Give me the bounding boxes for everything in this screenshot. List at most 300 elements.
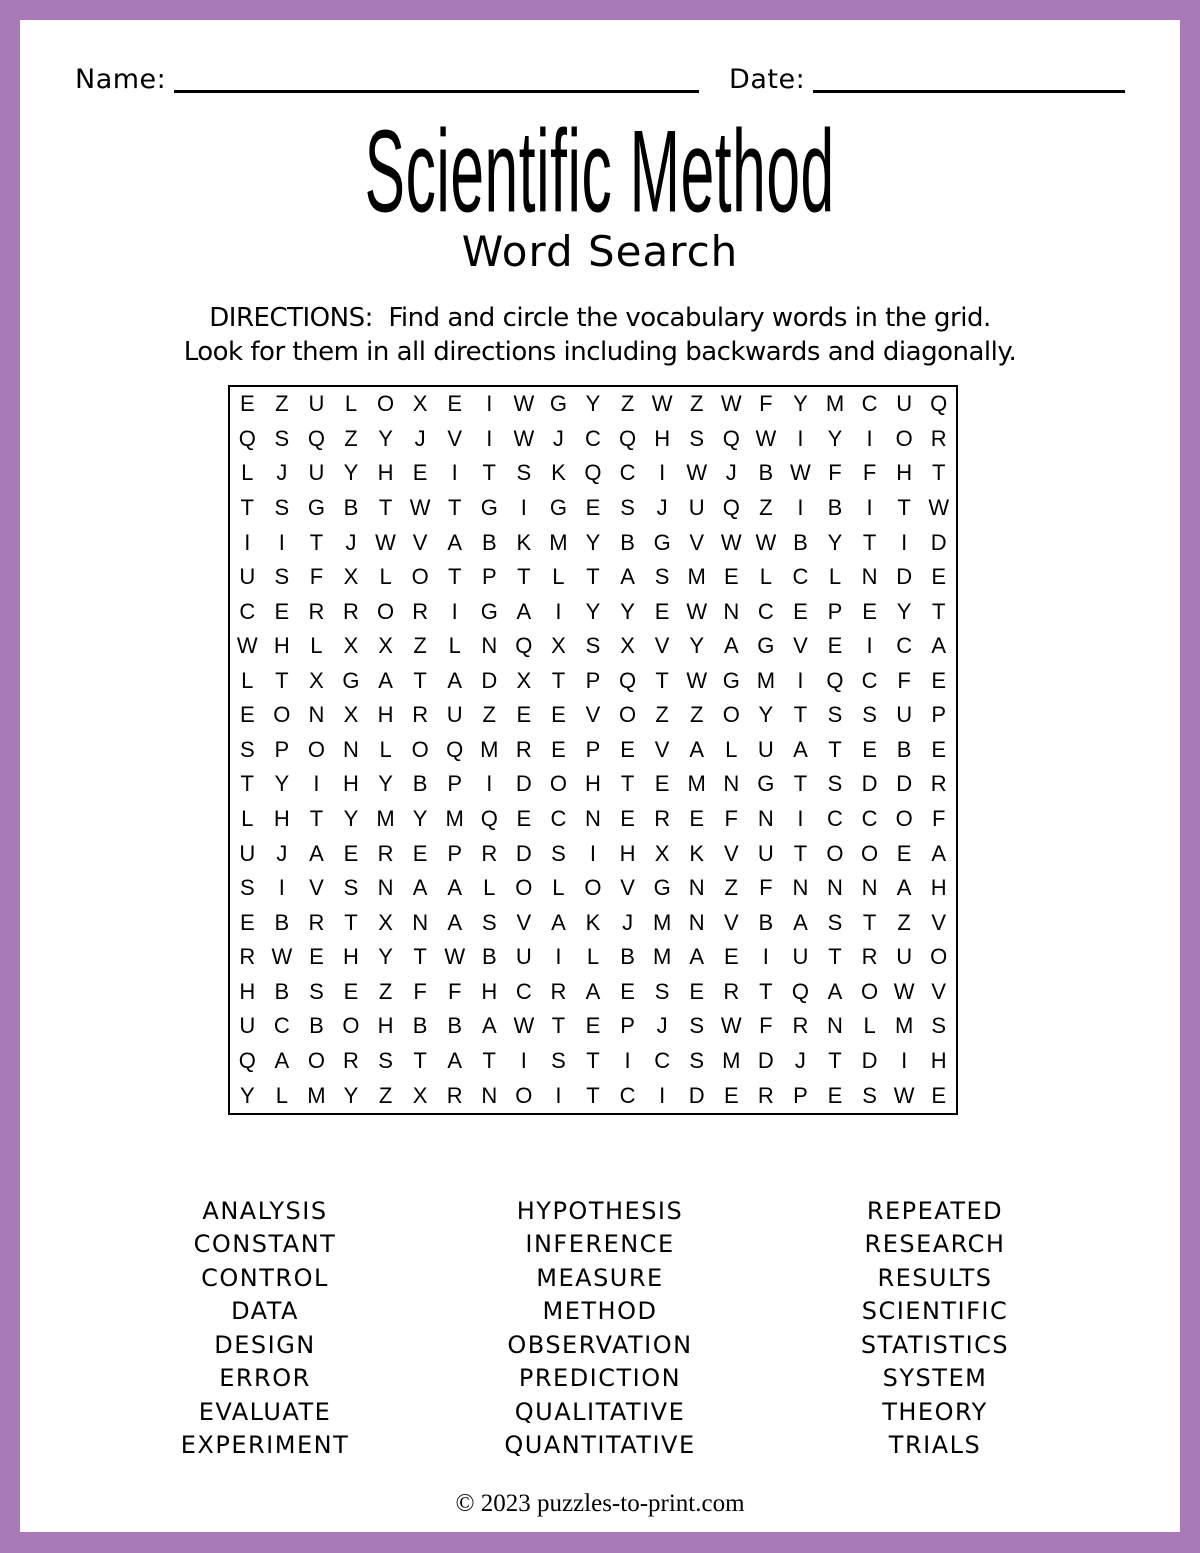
grid-cell: B (827, 494, 843, 520)
grid-cell: T (413, 944, 427, 970)
header (75, 64, 1125, 95)
grid-cell: C (619, 460, 636, 486)
grid-cell: H (654, 425, 671, 451)
grid-cell: W (755, 425, 777, 451)
grid-cell: E (827, 1082, 843, 1108)
word-item: DESIGN (214, 1330, 316, 1359)
grid-cell: W (513, 425, 535, 451)
grid-cell: E (412, 460, 428, 486)
grid-cell: R (723, 978, 740, 1004)
grid-cell: S (481, 909, 497, 935)
grid-cell: N (861, 564, 878, 590)
grid-cell: W (444, 944, 466, 970)
grid-cell: R (343, 598, 359, 624)
grid-cell: E (862, 736, 877, 762)
grid-cell: Y (378, 944, 393, 970)
date-label: Date: (729, 64, 806, 95)
grid-row (230, 1078, 956, 1113)
word-item: ERROR (219, 1364, 311, 1393)
grid-cell: Q (826, 667, 844, 693)
grid-cell: L (586, 944, 600, 970)
grid-cell: I (555, 944, 562, 970)
grid-cell: S (239, 875, 255, 901)
grid-cell: Q (722, 494, 740, 520)
grid-cell: E (343, 978, 359, 1004)
grid-cell: Q (238, 1047, 256, 1073)
grid-cell: T (931, 598, 946, 624)
grid-cell: O (307, 736, 325, 762)
grid-cell: K (551, 460, 566, 486)
grid-cell: A (931, 633, 947, 659)
grid-cell: I (451, 598, 458, 624)
grid-cell: X (378, 909, 393, 935)
grid-cell: K (516, 529, 532, 555)
grid-cell: E (516, 702, 532, 728)
grid-cell: E (447, 391, 463, 417)
grid-cell: W (928, 494, 950, 520)
word-item: EVALUATE (198, 1397, 332, 1426)
grid-cell: S (862, 702, 877, 728)
grid-cell: E (274, 598, 290, 624)
grid-cell: Y (827, 529, 843, 555)
grid-cell: I (244, 529, 251, 555)
grid-cell: X (551, 633, 566, 659)
grid-cell: C (861, 391, 878, 417)
grid-cell: A (585, 978, 601, 1004)
grid-cell: P (585, 736, 601, 762)
grid-cell: O (515, 875, 533, 901)
grid-cell: P (827, 598, 843, 624)
word-item: TRIALS (888, 1431, 982, 1460)
grid-cell: U (896, 944, 913, 970)
grid-cell: E (654, 598, 670, 624)
grid-cell: P (447, 840, 463, 866)
grid-row (230, 767, 956, 802)
grid-cell: L (725, 736, 738, 762)
grid-cell: M (480, 736, 499, 762)
grid-cell: H (239, 978, 256, 1004)
grid-row (230, 560, 956, 595)
grid-cell: M (652, 944, 672, 970)
grid-cell: B (447, 1013, 463, 1039)
grid-cell: W (720, 391, 742, 417)
grid-cell: I (797, 806, 804, 832)
grid-cell: W (651, 391, 673, 417)
grid-cell: Y (343, 806, 359, 832)
grid-cell: A (274, 1047, 290, 1073)
grid-cell: T (413, 1047, 427, 1073)
grid-cell: P (931, 702, 947, 728)
grid-cell: N (377, 875, 394, 901)
word-item: INFERENCE (525, 1230, 675, 1259)
grid-cell: W (720, 529, 742, 555)
grid-cell: X (343, 564, 359, 590)
grid-cell: Y (620, 598, 635, 624)
grid-cell: D (515, 840, 532, 866)
grid-cell: G (307, 494, 325, 520)
grid-cell: S (343, 875, 359, 901)
grid-cell: A (931, 840, 947, 866)
grid-cell: Q (307, 425, 325, 451)
grid-cell: U (515, 944, 532, 970)
grid-cell: I (762, 944, 769, 970)
grid-cell: L (241, 667, 254, 693)
grid-cell: N (827, 1013, 843, 1039)
grid-cell: E (620, 736, 635, 762)
grid-cell: W (686, 598, 708, 624)
grid-cell: M (894, 1013, 914, 1039)
grid-cell: A (516, 598, 532, 624)
grid-cell: D (896, 564, 913, 590)
grid-cell: O (377, 598, 395, 624)
grid-cell: F (931, 806, 946, 832)
grid-cell: T (309, 806, 324, 832)
grid-cell: X (654, 840, 670, 866)
grid-cell: L (379, 564, 392, 590)
directions-line2: Look for them in all directions including backwards and diagonally. (183, 337, 1017, 367)
grid-cell: T (240, 494, 254, 520)
grid-cell: H (377, 702, 394, 728)
grid-cell: Y (585, 391, 601, 417)
grid-cell: L (241, 806, 254, 832)
grid-cell: L (275, 1082, 288, 1108)
grid-cell: R (654, 806, 671, 832)
grid-cell: S (827, 702, 843, 728)
grid-row (230, 905, 956, 940)
grid-cell: C (861, 667, 878, 693)
grid-cell: U (239, 1013, 256, 1039)
grid-row (230, 629, 956, 664)
grid-row (230, 422, 956, 457)
grid-cell: N (757, 806, 774, 832)
grid-cell: S (689, 1047, 705, 1073)
grid-cell: U (239, 564, 256, 590)
grid-cell: M (687, 771, 706, 797)
grid-cell: O (895, 806, 913, 832)
grid-cell: B (758, 460, 774, 486)
grid-cell: T (828, 736, 842, 762)
grid-cell: I (486, 771, 493, 797)
grid-cell: I (659, 460, 666, 486)
grid-cell: O (722, 702, 740, 728)
grid-cell: O (515, 1082, 533, 1108)
grid-cell: U (446, 702, 463, 728)
grid-cell: A (896, 875, 912, 901)
grid-cell: T (275, 667, 289, 693)
grid-cell: N (585, 806, 601, 832)
word-item: CONSTANT (193, 1230, 337, 1259)
footer-credit: © 2023 puzzles-to-print.com (455, 1489, 745, 1517)
grid-cell: Z (689, 391, 704, 417)
grid-cell: E (620, 806, 635, 832)
grid-cell: C (792, 564, 809, 590)
grid-cell: U (896, 391, 913, 417)
grid-cell: B (481, 944, 497, 970)
grid-cell: S (827, 909, 843, 935)
word-item: ANALYSIS (202, 1196, 328, 1225)
grid-cell: T (586, 1047, 600, 1073)
grid-cell: R (377, 840, 394, 866)
grid-cell: S (689, 425, 705, 451)
grid-cell: S (620, 494, 635, 520)
grid-cell: S (516, 460, 532, 486)
grid-cell: B (896, 736, 912, 762)
grid-cell: P (447, 771, 463, 797)
grid-cell: L (379, 736, 392, 762)
grid-cell: B (274, 978, 290, 1004)
grid-cell: Q (619, 667, 637, 693)
grid-cell: R (343, 1047, 359, 1073)
grid-cell: E (551, 736, 566, 762)
grid-cell: A (793, 736, 808, 762)
grid-cell: T (828, 1047, 842, 1073)
title-block (20, 105, 1180, 237)
grid-cell: L (448, 633, 461, 659)
grid-cell: F (759, 1013, 773, 1039)
grid-cell: N (688, 909, 705, 935)
grid-cell: L (828, 564, 842, 590)
grid-cell: Q (584, 460, 602, 486)
grid-cell: T (620, 771, 635, 797)
grid-cell: S (654, 564, 670, 590)
grid-cell: E (931, 667, 947, 693)
grid-cell: Z (413, 633, 427, 659)
grid-cell: C (619, 1082, 636, 1108)
grid-cell: R (481, 840, 498, 866)
grid-row (230, 733, 956, 768)
grid-cell: U (688, 494, 705, 520)
grid-cell: V (412, 529, 428, 555)
grid-cell: A (378, 667, 393, 693)
grid-cell: S (689, 1013, 705, 1039)
grid-cell: L (552, 564, 565, 590)
grid-cell: R (412, 598, 429, 624)
grid-cell: G (757, 771, 775, 797)
word-column (470, 1195, 730, 1463)
grid-cell: E (620, 978, 635, 1004)
grid-cell: Z (482, 702, 496, 728)
grid-cell: P (793, 1082, 808, 1108)
grid-cell: Y (378, 425, 393, 451)
grid-row (230, 940, 956, 975)
grid-cell: J (794, 1047, 806, 1073)
grid-cell: B (309, 1013, 324, 1039)
grid-cell: D (515, 771, 532, 797)
grid-cell: H (896, 460, 913, 486)
grid-cell: T (793, 840, 808, 866)
grid-cell: Q (480, 806, 498, 832)
grid-cell: S (827, 771, 843, 797)
grid-cell: O (826, 840, 844, 866)
grid-row (230, 698, 956, 733)
name-fill-line (174, 90, 699, 93)
grid-cell: E (931, 1082, 947, 1108)
grid-cell: S (551, 840, 566, 866)
grid-cell: N (861, 875, 878, 901)
grid-cell: F (759, 875, 773, 901)
grid-cell: I (624, 1047, 631, 1073)
grid-cell: D (757, 1047, 774, 1073)
grid-cell: R (550, 978, 567, 1004)
grid-cell: X (343, 633, 359, 659)
grid-cell: W (686, 460, 708, 486)
grid-cell: L (241, 460, 254, 486)
grid-cell: C (861, 806, 878, 832)
word-item: METHOD (542, 1297, 658, 1326)
grid-cell: S (274, 564, 290, 590)
grid-cell: O (549, 771, 567, 797)
grid-cell: T (551, 1013, 566, 1039)
grid-cell: A (793, 909, 808, 935)
grid-row (230, 456, 956, 491)
grid-cell: G (342, 667, 360, 693)
grid-cell: W (513, 391, 535, 417)
grid-cell: T (828, 944, 842, 970)
grid-cell: G (480, 494, 498, 520)
grid-row (230, 1009, 956, 1044)
grid-row (230, 525, 956, 560)
grid-cell: J (656, 494, 668, 520)
grid-cell: T (482, 1047, 496, 1073)
grid-cell: A (481, 1013, 497, 1039)
grid-cell: R (446, 1082, 463, 1108)
grid-cell: A (551, 909, 566, 935)
grid-cell: V (585, 702, 601, 728)
grid-cell: K (585, 909, 601, 935)
grid-cell: H (930, 1047, 947, 1073)
grid-cell: W (893, 1082, 915, 1108)
grid-cell: O (377, 391, 395, 417)
grid-cell: T (862, 529, 877, 555)
grid-cell: W (790, 460, 811, 486)
grid-cell: O (930, 944, 948, 970)
grid-cell: O (273, 702, 291, 728)
grid-cell: I (797, 425, 804, 451)
grid-cell: M (687, 564, 706, 590)
grid-cell: X (516, 667, 532, 693)
grid-cell: I (866, 425, 873, 451)
grid-cell: T (862, 909, 877, 935)
grid-cell: B (481, 529, 497, 555)
grid-cell: M (445, 806, 464, 832)
grid-cell: I (901, 529, 908, 555)
grid-cell: E (516, 806, 532, 832)
grid-cell: S (931, 1013, 947, 1039)
grid-cell: I (589, 840, 597, 866)
grid-cell: K (689, 840, 705, 866)
grid-cell: S (309, 978, 324, 1004)
grid-cell: T (586, 564, 600, 590)
grid-cell: S (239, 736, 255, 762)
grid-cell: P (620, 1013, 635, 1039)
grid-cell: E (239, 702, 255, 728)
grid-cell: M (307, 1082, 326, 1108)
word-item: CONTROL (201, 1263, 329, 1292)
grid-cell: J (276, 460, 288, 486)
grid-cell: I (901, 1047, 908, 1073)
grid-cell: Y (412, 806, 428, 832)
grid-cell: S (585, 633, 601, 659)
grid-cell: X (309, 667, 324, 693)
word-list (20, 1195, 1180, 1463)
grid-cell: H (930, 875, 947, 901)
grid-cell: U (308, 391, 325, 417)
grid-cell: H (377, 460, 394, 486)
grid-cell: V (309, 875, 324, 901)
grid-cell: V (931, 978, 947, 1004)
grid-cell: M (722, 1047, 741, 1073)
grid-cell: E (931, 564, 947, 590)
grid-cell: G (722, 667, 740, 693)
grid-cell: A (620, 564, 635, 590)
grid-cell: Z (689, 702, 704, 728)
grid-cell: D (861, 1047, 878, 1073)
word-item: RESEARCH (864, 1230, 1006, 1259)
word-item: EXPERIMENT (180, 1431, 350, 1460)
grid-cell: T (378, 494, 393, 520)
grid-cell: Q (791, 978, 809, 1004)
grid-cell: Z (724, 875, 738, 901)
grid-cell: L (310, 633, 323, 659)
grid-cell: O (861, 978, 879, 1004)
grid-cell: U (757, 840, 774, 866)
grid-cell: Z (897, 909, 911, 935)
grid-cell: Y (689, 633, 705, 659)
grid-cell: Z (759, 494, 773, 520)
grid-cell: I (659, 1082, 666, 1108)
grid-cell: R (792, 1013, 809, 1039)
word-item: HYPOTHESIS (516, 1196, 684, 1225)
worksheet-page (20, 20, 1180, 1532)
grid-cell: O (584, 875, 602, 901)
puzzle-subtitle: Word Search (461, 227, 739, 276)
grid-cell: S (862, 1082, 877, 1108)
grid-cell: V (793, 633, 808, 659)
grid-cell: X (412, 1082, 428, 1108)
grid-cell: D (481, 667, 498, 693)
grid-cell: Y (827, 425, 843, 451)
grid-cell: T (517, 564, 531, 590)
grid-cell: C (515, 978, 532, 1004)
grid-cell: F (862, 460, 877, 486)
grid-cell: P (274, 736, 290, 762)
grid-cell: U (757, 736, 774, 762)
grid-cell: T (240, 771, 254, 797)
grid-cell: U (896, 702, 913, 728)
grid-cell: T (793, 771, 808, 797)
grid-cell: S (551, 1047, 566, 1073)
grid-row (230, 491, 956, 526)
grid-cell: A (447, 667, 463, 693)
grid-cell: H (273, 633, 290, 659)
grid-cell: E (862, 598, 877, 624)
grid-cell: B (412, 771, 428, 797)
grid-cell: A (447, 529, 463, 555)
grid-cell: I (451, 460, 458, 486)
grid-cell: C (550, 806, 567, 832)
grid-cell: Y (896, 598, 912, 624)
grid-cell: Z (275, 391, 289, 417)
grid-cell: S (274, 494, 290, 520)
grid-cell: V (723, 840, 739, 866)
grid-cell: R (412, 702, 429, 728)
grid-cell: E (689, 978, 705, 1004)
grid-cell: E (723, 944, 739, 970)
grid-cell: E (931, 736, 947, 762)
word-item: THEORY (882, 1397, 988, 1426)
grid-cell: R (308, 909, 325, 935)
grid-cell: N (343, 736, 359, 762)
